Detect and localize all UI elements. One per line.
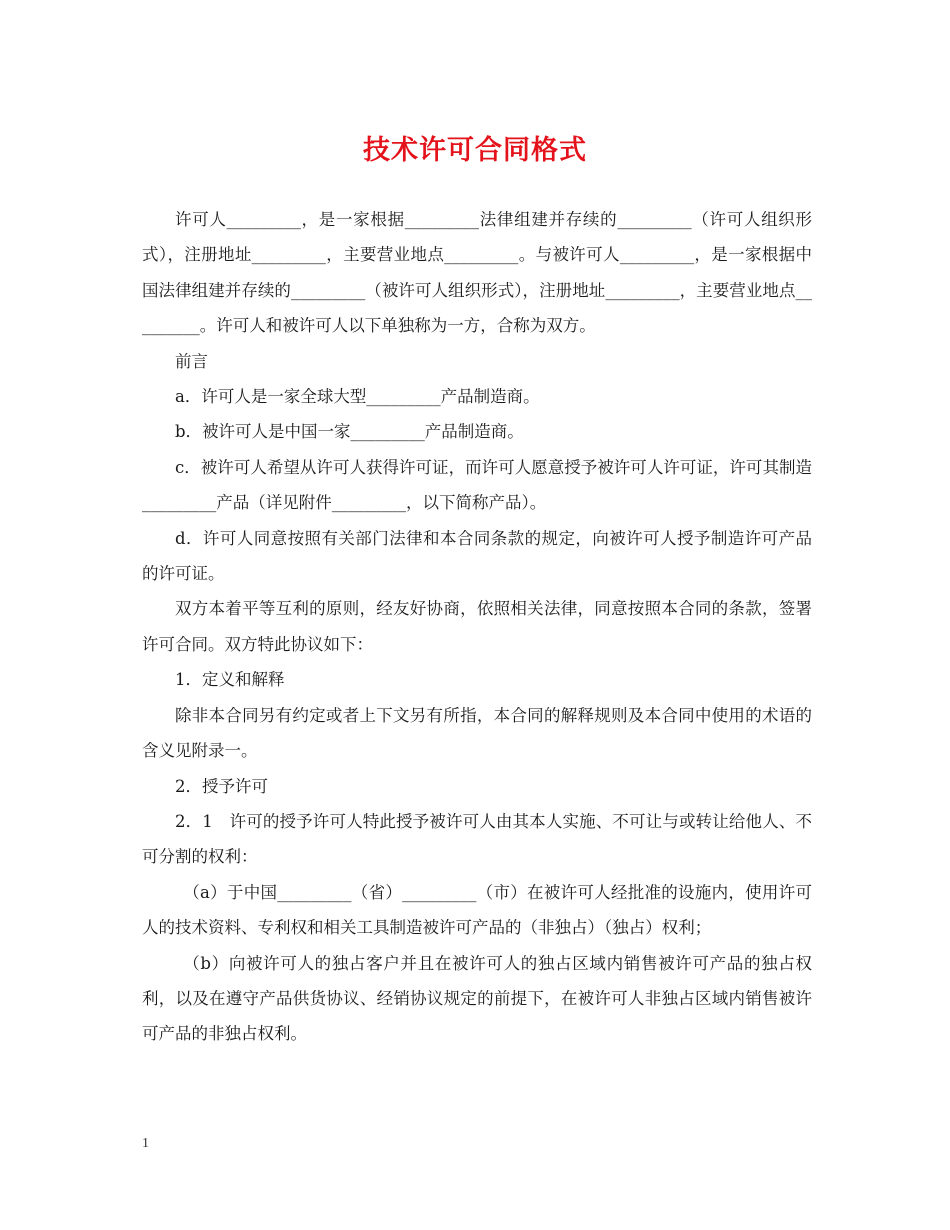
section-heading-definitions: 1．定义和解释 [175, 670, 285, 690]
paragraph-preface-d: d．许可人同意按照有关部门法律和本合同条款的规定，向被许可人授予制造许可产品的许可证。 [142, 528, 812, 584]
page-number: 1 [142, 1136, 149, 1151]
paragraph-agreement: 双方本着平等互利的原则，经友好协商，依照相关法律，同意按照本合同的条款，签署许可合同。双方特此协议如下： [142, 599, 812, 654]
paragraph-parties: 许可人_________，是一家根据_________法律组建并存续的_________（许可人组织形式），注册地址_________，主要营业地点_________。与被许可人_________，是一家根据中国法律组建并存续的_________（被许可人组织形式），注册地址_________，主要营业地点_________。许可人和被许可人以下单独称为一方，合称为双方。 [142, 210, 812, 336]
paragraph-preface-heading: 前言 [175, 351, 208, 371]
document-title: 技术许可合同格式 [363, 135, 587, 166]
paragraph-grant-a: （a）于中国_________（省）_________（市）在被许可人经批准的设施内，使用许可人的技术资料、专利权和相关工具制造被许可产品的（非独占）（独占）权利； [142, 882, 812, 938]
paragraph-grant-b: （b）向被许可人的独占客户并且在被许可人的独占区域内销售被许可产品的独占权利，以及在遵守产品供货协议、经销协议规定的前提下，在被许可人非独占区域内销售被许可产品的非独占权利。 [142, 953, 812, 1044]
section-heading-grant: 2．授予许可 [175, 776, 268, 796]
paragraph-grant-2-1: 2．1 许可的授予许可人特此授予被许可人由其本人实施、不可让与或转让给他人、不可分割的权利： [142, 811, 812, 867]
document-body [142, 202, 812, 1052]
paragraph-preface-b: b．被许可人是中国一家_________产品制造商。 [175, 422, 524, 442]
paragraph-preface-a: a．许可人是一家全球大型_________产品制造商。 [175, 387, 540, 407]
paragraph-definitions: 除非本合同另有约定或者上下文另有所指，本合同的解释规则及本合同中使用的术语的含义见附录一。 [142, 705, 812, 761]
paragraph-preface-c: c．被许可人希望从许可人获得许可证，而许可人愿意授予被许可人许可证，许可其制造_________产品（详见附件_________，以下简称产品）。 [142, 457, 812, 513]
